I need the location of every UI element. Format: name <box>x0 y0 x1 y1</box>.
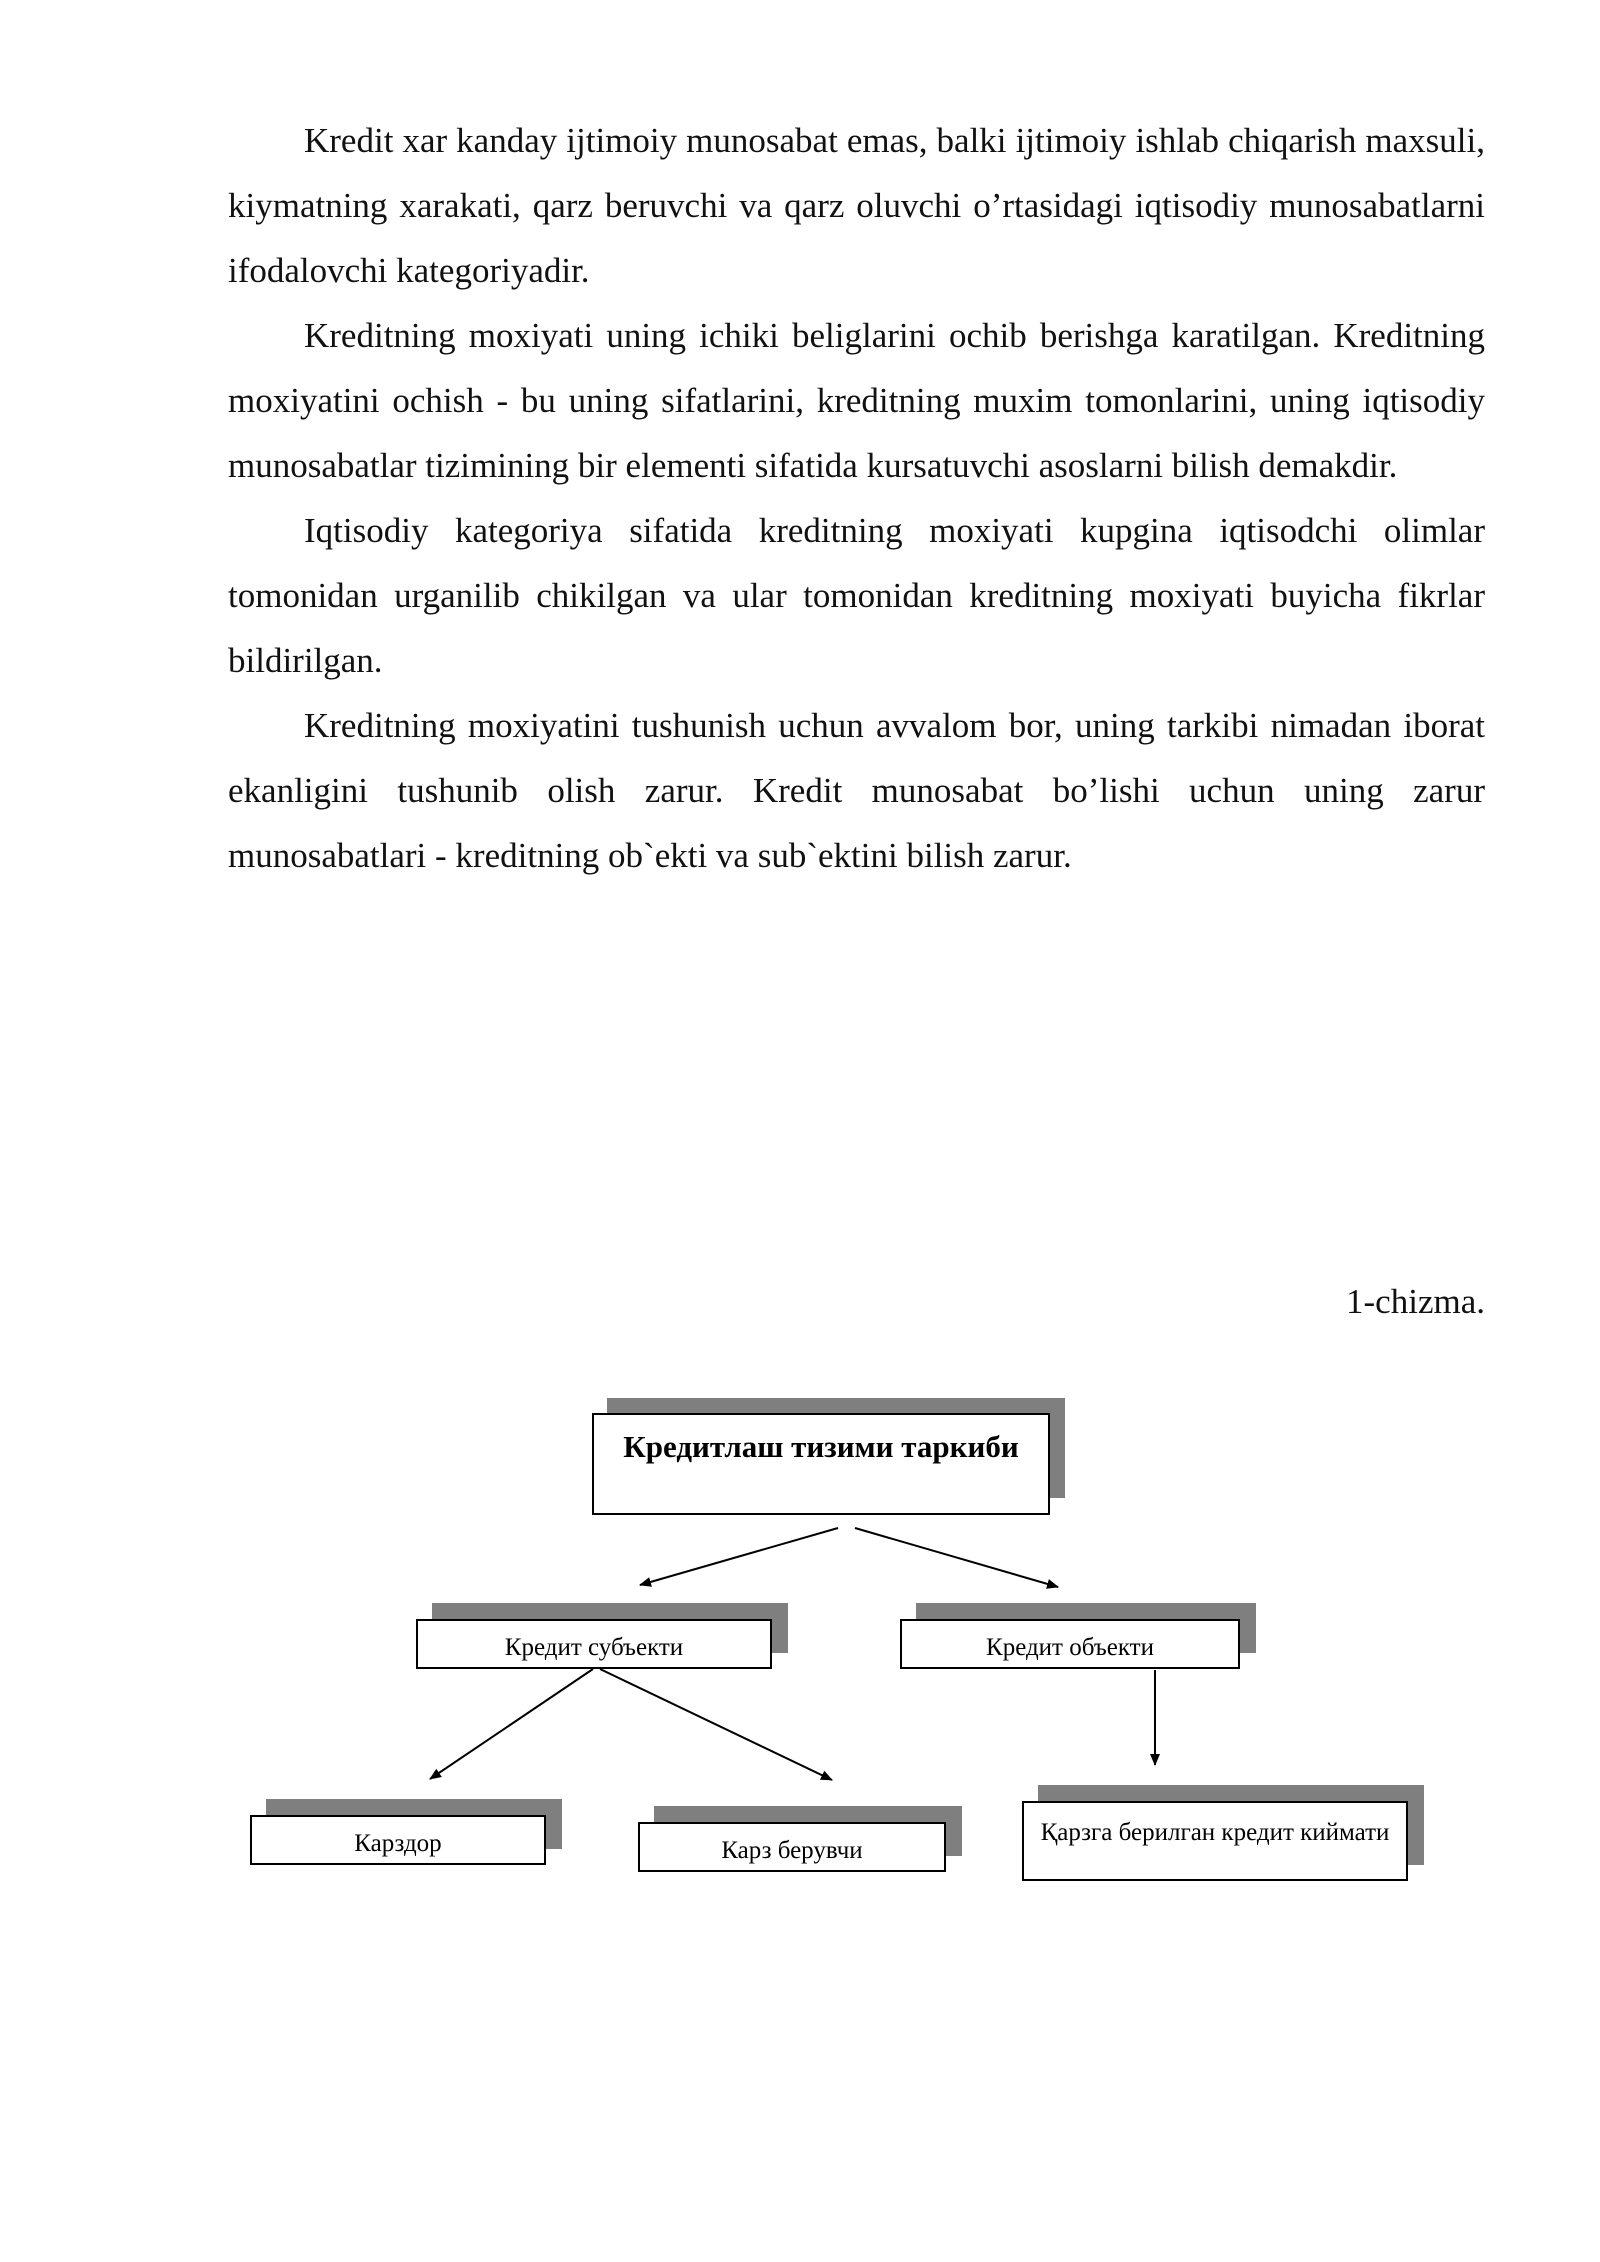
borrower-node-label: Карздор <box>354 1830 442 1857</box>
figure-caption: 1-chizma. <box>1346 1282 1485 1321</box>
paragraph: Kredit xar kanday ijtimoiy munosabat emas, balki ijtimoiy ishlab chiqarish maxsuli, kiymatning xarakati, qarz beruvchi va qarz oluvchi o’rtasidagi iqtisodiy munosabatlarni ifodalovchi kategoriyadir. <box>228 121 1485 290</box>
paragraph: Iqtisodiy kategoriya sifatida kreditning moxiyati kupgina iqtisodchi olimlar tomonidan urganilib chikilgan va ular tomonidan kreditning moxiyati buyicha fikrlar bildirilgan. <box>228 511 1485 680</box>
lender-node-label: Карз берувчи <box>721 1837 863 1864</box>
arrow-subject-to-borrower <box>430 1669 593 1779</box>
credit-value-node-label: Қарзга берилган кредит киймати <box>1040 1819 1390 1846</box>
arrow-subject-to-lender <box>600 1669 832 1780</box>
paragraph: Kreditning moxiyatini tushunish uchun avvalom bor, uning tarkibi nimadan iborat ekanligini tushunib olish zarur. Kredit munosabat bo’lishi uchun uning zarur munosabatlari - kreditning ob`ekti va sub`ektini bilish zarur. <box>228 706 1485 875</box>
root-node-label: Кредитлаш тизими таркиби <box>623 1429 1019 1464</box>
subject-node-label: Кредит субъекти <box>504 1634 684 1661</box>
arrow-root-to-object <box>855 1528 1058 1587</box>
arrow-root-to-subject <box>640 1528 838 1585</box>
paragraph: Kreditning moxiyati uning ichiki beliglarini ochib berishga karatilgan. Kreditning moxiyatini ochish - bu uning sifatlarini, kreditning muxim tomonlarini, uning iqtisodiy munosabatlar tizimining bir elementi sifatida kursatuvchi asoslarni bilish demakdir. <box>228 316 1485 485</box>
object-node-label: Кредит объекти <box>986 1634 1154 1661</box>
